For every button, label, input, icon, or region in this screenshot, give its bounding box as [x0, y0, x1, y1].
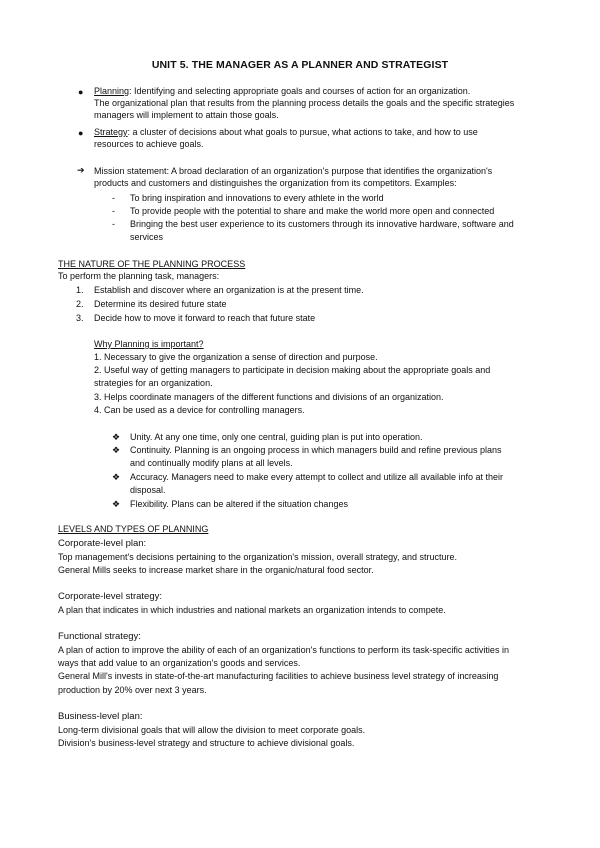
- step-number: 1.: [76, 285, 84, 295]
- why-item: 1. Necessary to give the organization a sense of direction and purpose.: [94, 352, 378, 362]
- section-heading-nature: THE NATURE OF THE PLANNING PROCESS: [58, 259, 246, 269]
- mission-line-1: Mission statement: A broad declaration of an organization's purpose that identifies the organization's: [94, 166, 493, 176]
- nature-lead: To perform the planning task, managers:: [58, 271, 220, 281]
- why-heading: Why Planning is important?: [94, 339, 204, 349]
- corp-strategy-line: A plan that indicates in which industries and national markets an organization intends to compete.: [58, 605, 446, 615]
- diamond-icon: ❖: [112, 472, 121, 482]
- corp-plan-line: General Mills seeks to increase market share in the organic/natural food sector.: [58, 565, 374, 575]
- planning-definition: [94, 86, 470, 97]
- strategy-line-1: : a cluster of decisions about what goals to pursue, what actions to take, and how to use: [127, 127, 478, 137]
- step-number: 3.: [76, 313, 84, 323]
- mission-example-3: Bringing the best user experience to its customers through its innovative hardware, software and: [130, 219, 514, 229]
- functional-line: General Mill's invests in state-of-the-art manufacturing facilities to achieve business level strategy of increasing: [58, 671, 499, 681]
- functional-line: production by 20% over next 3 years.: [58, 685, 207, 695]
- why-item: 4. Can be used as a device for controlling managers.: [94, 405, 305, 415]
- corp-plan-title: Corporate-level plan:: [58, 538, 147, 549]
- step-number: 2.: [76, 299, 84, 309]
- strategy-line-2: resources to achieve goals.: [94, 139, 204, 149]
- bullet-icon: ●: [78, 128, 84, 138]
- step-text: Determine its desired future state: [94, 299, 227, 309]
- diamond-icon: ❖: [112, 445, 121, 455]
- dash-icon: -: [112, 193, 115, 203]
- diamond-icon: ❖: [112, 432, 121, 442]
- business-line: Long-term divisional goals that will allow the division to meet corporate goals.: [58, 725, 366, 735]
- why-item: 2. Useful way of getting managers to participate in decision making about the appropriate goals and: [94, 365, 491, 375]
- planning-term: Planning: [94, 86, 130, 96]
- step-text: Decide how to move it forward to reach that future state: [94, 313, 316, 323]
- mission-example-2: To provide people with the potential to share and make the world more open and connected: [130, 206, 495, 216]
- quality-continuity-cont: and continually modify plans at all levels.: [130, 458, 293, 468]
- functional-title: Functional strategy:: [58, 631, 141, 642]
- page-title: UNIT 5. THE MANAGER AS A PLANNER AND STRATEGIST: [151, 59, 449, 71]
- planning-line-1: : Identifying and selecting appropriate goals and courses of action for an organization.: [129, 86, 471, 96]
- step-text: Establish and discover where an organization is at the present time.: [94, 285, 364, 295]
- quality-unity: Unity. At any one time, only one central, guiding plan is put into operation.: [130, 432, 423, 442]
- arrow-icon: ➔: [77, 165, 85, 175]
- mission-example-1: To bring inspiration and innovations to every athlete in the world: [130, 193, 384, 203]
- dash-icon: -: [112, 206, 115, 216]
- why-item: 3. Helps coordinate managers of the different functions and divisions of an organization.: [94, 392, 444, 402]
- dash-icon: -: [112, 219, 115, 229]
- mission-example-3-cont: services: [130, 232, 164, 242]
- corp-plan-line: Top management's decisions pertaining to the organization's mission, overall strategy, and structure.: [58, 552, 457, 562]
- diamond-icon: ❖: [112, 499, 121, 509]
- why-item: strategies for an organization.: [94, 378, 213, 388]
- planning-line-2: The organizational plan that results from the planning process details the goals and the specific strategies: [94, 98, 515, 108]
- strategy-term: Strategy: [94, 127, 128, 137]
- corp-strategy-title: Corporate-level strategy:: [58, 591, 163, 602]
- functional-line: A plan of action to improve the ability of each of an organization's functions to perform its task-specific activities in: [58, 645, 509, 655]
- quality-flexibility: Flexibility. Plans can be altered if the situation changes: [130, 499, 348, 509]
- business-title: Business-level plan:: [58, 711, 143, 722]
- business-line: Division's business-level strategy and structure to achieve divisional goals.: [58, 738, 355, 748]
- bullet-icon: ●: [78, 87, 84, 97]
- mission-line-2: products and customers and distinguishes the organization from its competitors. Examples:: [94, 178, 457, 188]
- section-heading-levels: LEVELS AND TYPES OF PLANNING: [58, 524, 209, 534]
- strategy-definition: [94, 127, 478, 138]
- functional-line: ways that add value to an organization's goods and services.: [58, 658, 301, 668]
- quality-accuracy: Accuracy. Managers need to make every attempt to collect and utilize all available info at their: [130, 472, 504, 482]
- quality-accuracy-cont: disposal.: [130, 485, 166, 495]
- quality-continuity: Continuity. Planning is an ongoing process in which managers build and refine previous plans: [130, 445, 502, 455]
- planning-line-3: managers will implement to attain those goals.: [94, 110, 279, 120]
